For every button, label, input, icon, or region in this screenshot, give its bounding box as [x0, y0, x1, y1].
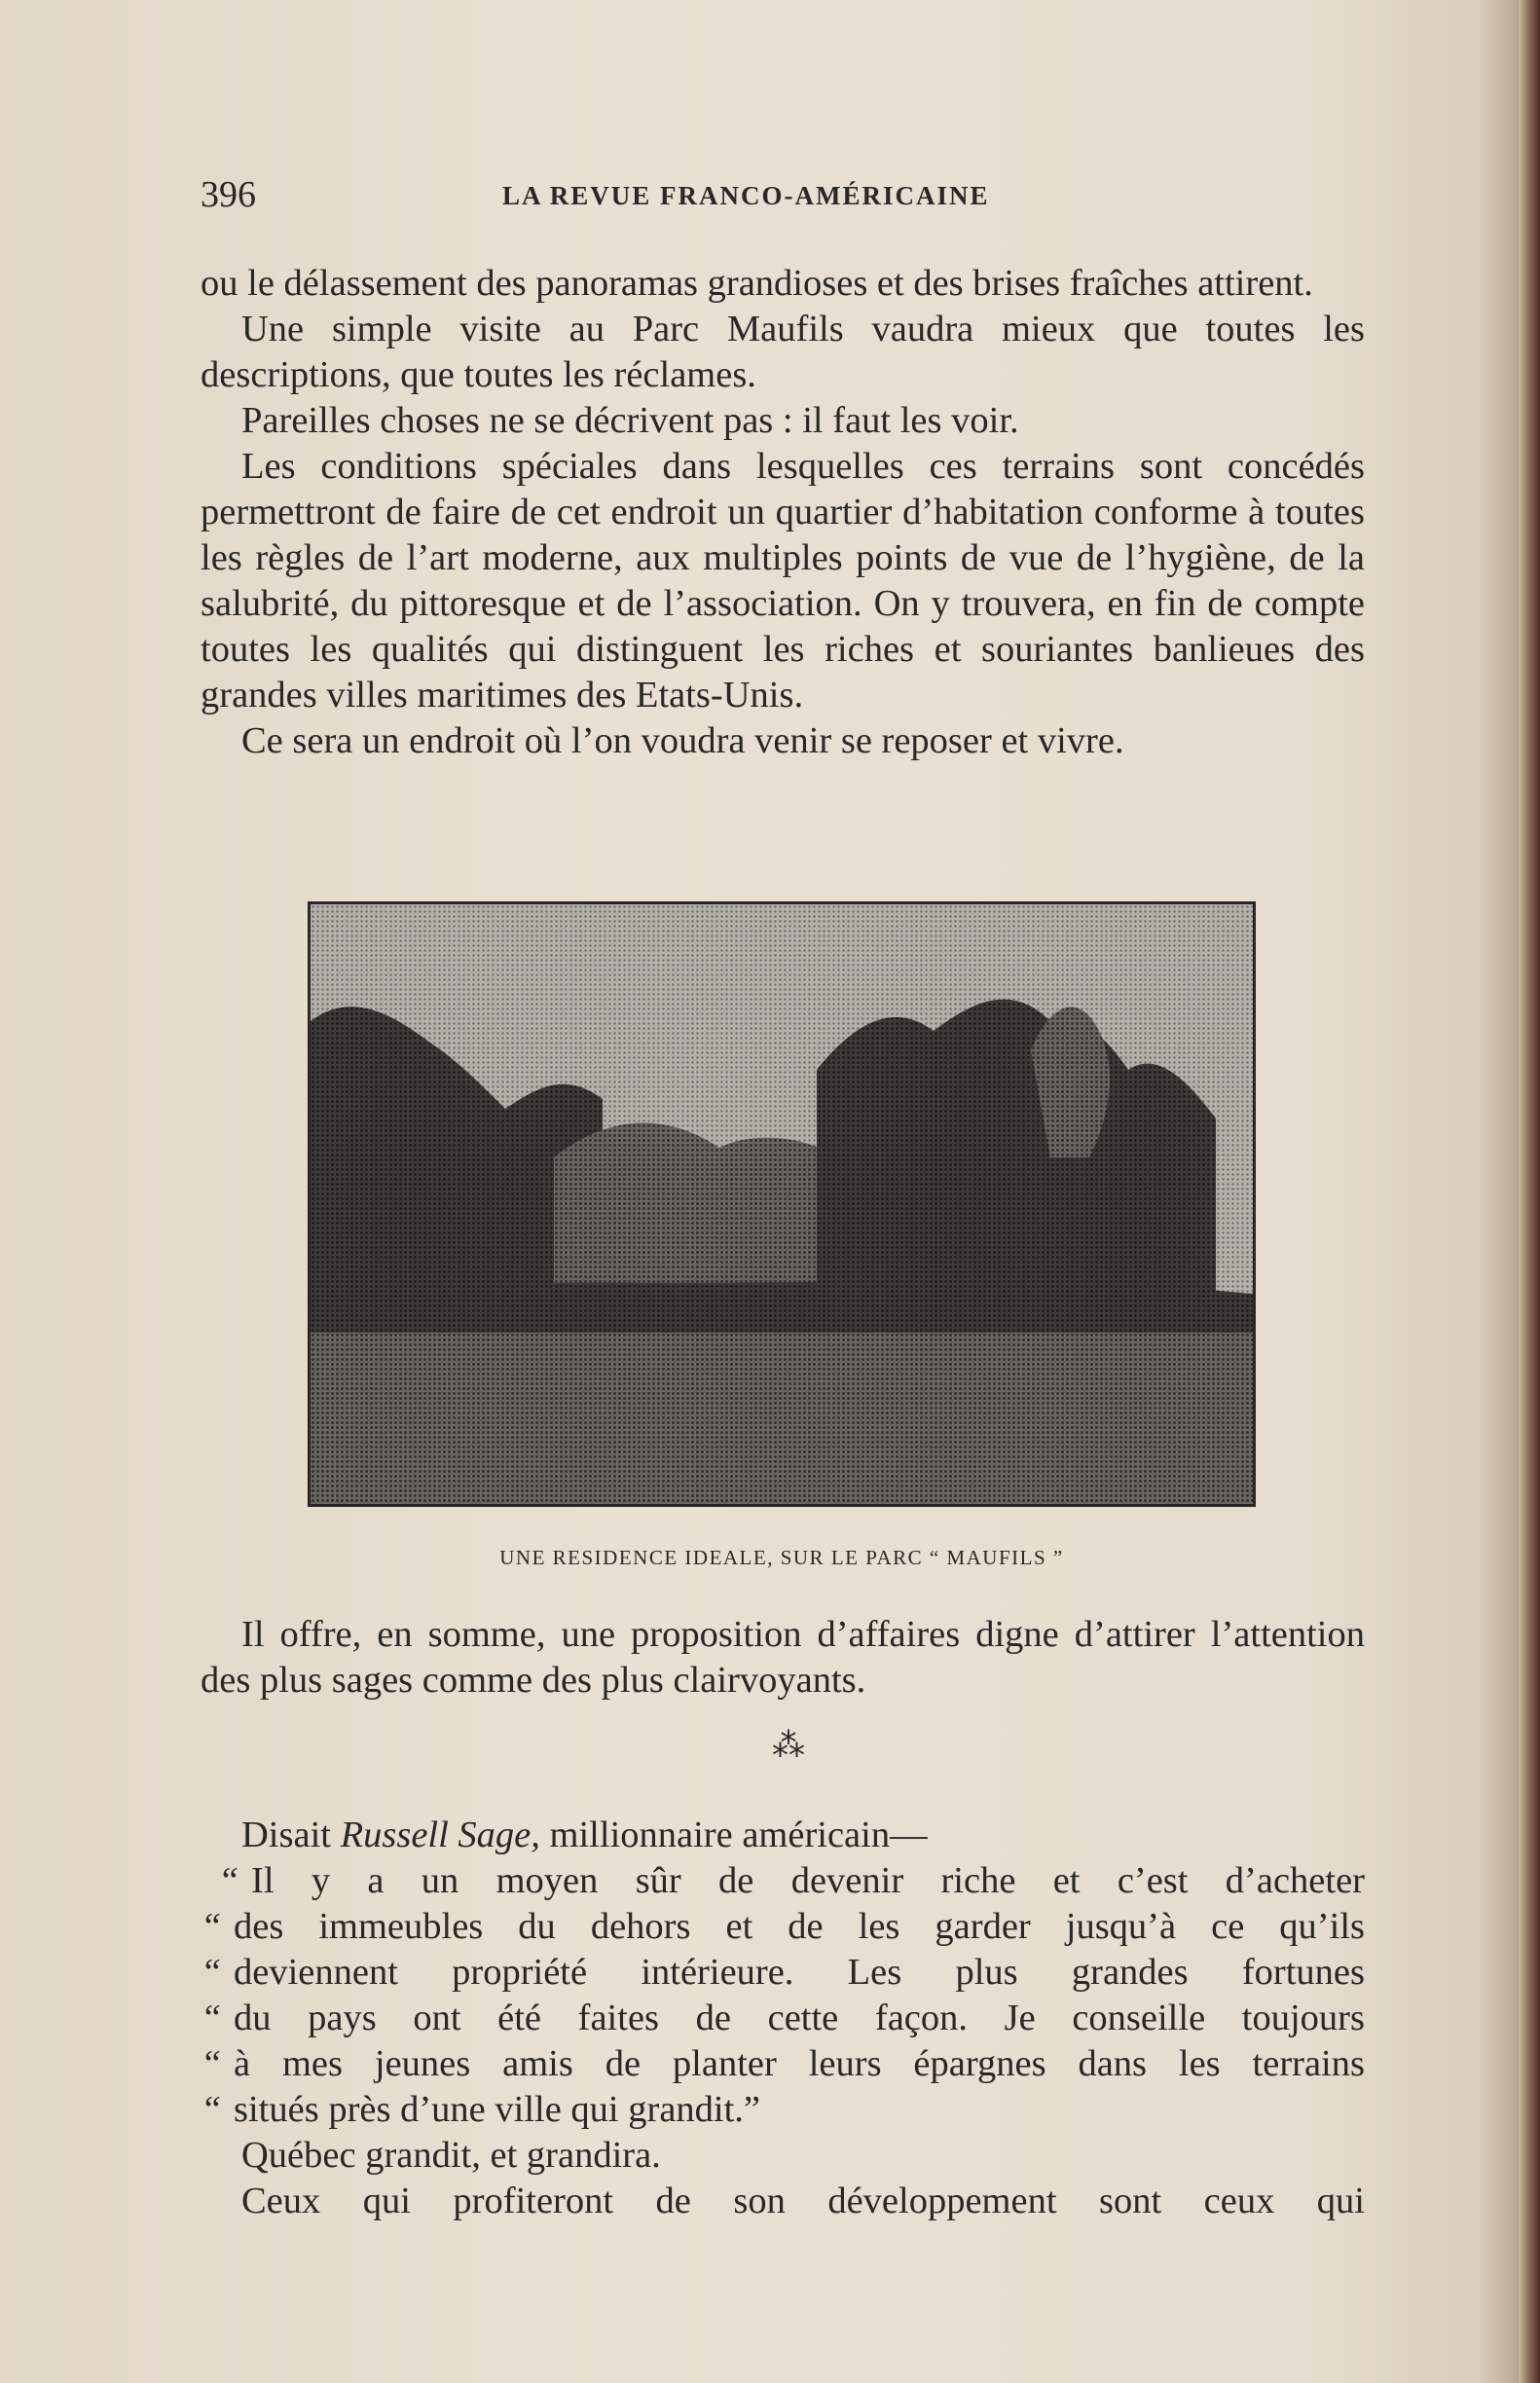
book-spine-edge	[1519, 0, 1540, 2383]
paragraph: Ce sera un endroit où l’on voudra venir se reposer et vivre.	[241, 720, 1124, 761]
asterism-separator: ⁂	[772, 1726, 805, 1765]
quote-text: deviennent propriété intérieure. Les plus grandes fortunes	[234, 1952, 1365, 1993]
quote-line	[201, 1996, 1365, 2041]
running-head	[201, 173, 1365, 222]
quote-text: à mes jeunes amis de planter leurs épargnes dans les terrains	[234, 2043, 1365, 2084]
body-text-bottom	[201, 1813, 1365, 2224]
quote-introduction	[201, 1813, 1365, 1858]
quote-mark: “	[201, 2089, 222, 2130]
journal-title: LA REVUE FRANCO-AMÉRICAINE	[502, 181, 990, 210]
quote-mark: “	[218, 1860, 239, 1901]
quote-line	[201, 1950, 1365, 1996]
quote-mark: “	[201, 1952, 222, 1993]
quote-line	[201, 1904, 1365, 1950]
paragraph: Une simple visite au Parc Maufils vaudra mieux que toutes les descriptions, que toutes les réclames.	[201, 309, 1365, 395]
paragraph: Les conditions spéciales dans lesquelles ces terrains sont concédés permettront de faire de cet endroit un quartier d’habitation conforme à toutes les règles de l’art moderne, aux multiples points de vue de l’hygiène, de la salubrité, du pittoresque et de l’association. On y trouvera, en fin de compte toutes les qualités qui distinguent les riches et souriantes banlieues des grandes villes maritimes des Etats-Unis.	[201, 446, 1365, 715]
quote-intro-suffix: millionnaire américain—	[539, 1815, 928, 1855]
paragraph: Il offre, en somme, une proposition d’affaires digne d’attirer l’attention des plus sages comme des plus clairvoyants.	[201, 1614, 1365, 1701]
paragraph: Pareilles choses ne se décrivent pas : il faut les voir.	[241, 400, 1019, 441]
body-text-top	[201, 261, 1365, 764]
quote-intro-prefix: Disait	[241, 1815, 341, 1855]
quote-text: du pays ont été faites de cette façon. Je conseille toujours	[234, 1998, 1365, 2038]
quote-mark: “	[201, 1998, 222, 2038]
page-number: 396	[201, 174, 256, 215]
paragraph: Ceux qui profiteront de son développement sont ceux qui	[241, 2181, 1365, 2221]
quote-line	[201, 1858, 1365, 1904]
quoted-person-name: Russell Sage,	[340, 1815, 540, 1855]
paragraph-continuation: ou le délassement des panoramas grandioses et des brises fraîches attirent.	[201, 263, 1313, 304]
residence-photograph	[308, 901, 1256, 1507]
photo-caption: UNE RESIDENCE IDEALE, SUR LE PARC “ MAUFILS ”	[499, 1546, 1064, 1569]
quote-mark: “	[201, 1906, 222, 1947]
quote-mark: “	[201, 2043, 222, 2084]
quote-text: situés près d’une ville qui grandit.”	[234, 2089, 761, 2130]
quote-text: des immeubles du dehors et de les garder jusqu’à ce qu’ils	[234, 1906, 1365, 1947]
body-text-middle	[201, 1612, 1365, 1704]
quote-line	[201, 2087, 1365, 2133]
quote-text: Il y a un moyen sûr de devenir riche et c’est d’acheter	[251, 1860, 1365, 1901]
paragraph: Québec grandit, et grandira.	[241, 2135, 661, 2176]
quote-line	[201, 2041, 1365, 2087]
halftone-photo-image	[311, 904, 1253, 1504]
